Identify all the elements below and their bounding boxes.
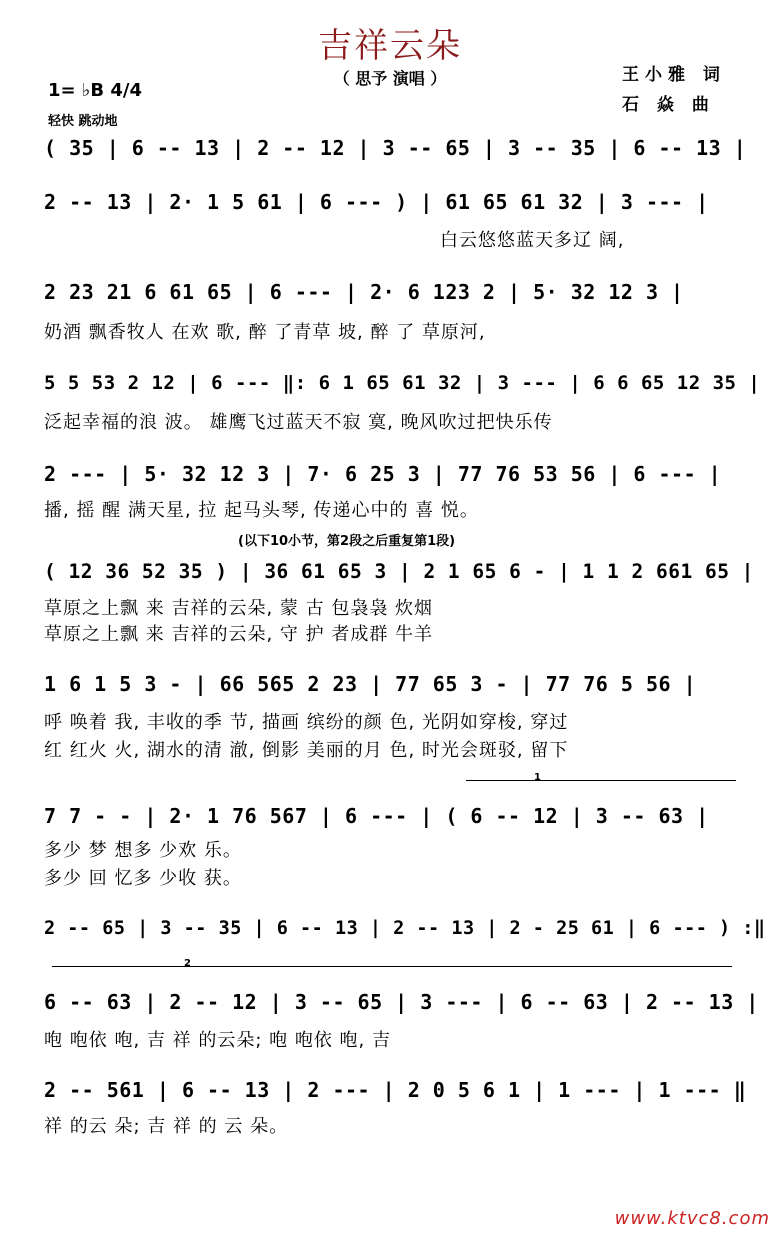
lyric-row-6-verse-2: 草原之上飘 来 吉祥的云朵, 守 护 者成群 牛羊: [44, 624, 434, 645]
lyric-row-11-verse-1: 祥 的云 朵; 吉 祥 的 云 朵。: [44, 1116, 289, 1137]
score-row-8: 7 7 - - | 2· 1 76 567 | 6 --- | ( 6 -- 12 | 3 -- 63 |: [44, 804, 709, 828]
lyric-row-2-verse-1: 白云悠悠蓝天多辽 阔,: [440, 230, 625, 251]
first-ending-number: 1: [534, 772, 541, 783]
lyric-row-3-verse-1: 奶酒 飘香牧人 在欢 歌, 醉 了青草 坡, 醉 了 草原河,: [44, 322, 486, 343]
watermark: www.ktvc8.com: [614, 1208, 770, 1229]
score-row-10: 6 -- 63 | 2 -- 12 | 3 -- 65 | 3 --- | 6 -- 63 | 2 -- 13 |: [44, 990, 759, 1014]
lyric-row-10-verse-1: 咆 咆依 咆, 吉 祥 的云朵; 咆 咆依 咆, 吉: [44, 1030, 392, 1051]
lyric-row-5-verse-1: 播, 摇 醒 满天星, 拉 起马头琴, 传递心中的 喜 悦。: [44, 500, 479, 521]
score-row-6: ( 12 36 52 35 ) | 36 61 65 3 | 2 1 65 6 - | 1 1 2 661 65 |: [44, 560, 754, 583]
lyric-row-4-verse-1: 泛起幸福的浪 波。 雄鹰飞过蓝天不寂 寞, 晚风吹过把快乐传: [44, 412, 553, 433]
score-row-1: ( 35 | 6 -- 13 | 2 -- 12 | 3 -- 65 | 3 -- 35 | 6 -- 13 |: [44, 136, 747, 160]
score-row-11: 2 -- 561 | 6 -- 13 | 2 --- | 2 0 5 6 1 | 1 --- | 1 --- ‖: [44, 1078, 747, 1102]
performer-line: （ 思予 演唱 ）: [333, 69, 447, 88]
lyric-row-8-verse-2: 多少 回 忆多 少收 获。: [44, 868, 242, 889]
song-title: 吉祥云朵: [318, 26, 462, 66]
score-row-9: 2 -- 65 | 3 -- 35 | 6 -- 13 | 2 -- 13 | 2 - 25 61 | 6 --- ) :‖: [44, 918, 766, 939]
key-signature: 1= ♭B 4/4: [48, 80, 142, 101]
score-row-7: 1 6 1 5 3 - | 66 565 2 23 | 77 65 3 - | 77 76 5 56 |: [44, 672, 697, 696]
repeat-note: (以下10小节，第2段之后重复第1段): [238, 534, 456, 549]
second-ending-number: 2: [184, 958, 191, 969]
score-row-2: 2 -- 13 | 2· 1 5 61 | 6 --- ) | 61 65 61 32 | 3 --- |: [44, 190, 709, 214]
lyric-row-7-verse-2: 红 红火 火, 湖水的清 澈, 倒影 美丽的月 色, 时光会斑驳, 留下: [44, 740, 569, 761]
lyricist-credit: 王小雅 词: [622, 65, 726, 85]
first-ending-bracket: [466, 780, 736, 789]
tempo-marking: 轻快 跳动地: [48, 114, 118, 129]
composer-credit: 石 焱 曲: [622, 95, 715, 115]
lyric-row-6-verse-1: 草原之上飘 来 吉祥的云朵, 蒙 古 包袅袅 炊烟: [44, 598, 434, 619]
score-row-4: 5 5 53 2 12 | 6 --- ‖: 6 1 65 61 32 | 3 --- | 6 6 65 12 35 |: [44, 372, 761, 394]
lyric-row-7-verse-1: 呼 唤着 我, 丰收的季 节, 描画 缤纷的颜 色, 光阴如穿梭, 穿过: [44, 712, 569, 733]
score-row-5: 2 --- | 5· 32 12 3 | 7· 6 25 3 | 77 76 53 56 | 6 --- |: [44, 462, 722, 486]
lyric-row-8-verse-1: 多少 梦 想多 少欢 乐。: [44, 840, 242, 861]
score-row-3: 2 23 21 6 61 65 | 6 --- | 2· 6 123 2 | 5· 32 12 3 |: [44, 280, 684, 304]
second-ending-bracket: [52, 966, 732, 975]
